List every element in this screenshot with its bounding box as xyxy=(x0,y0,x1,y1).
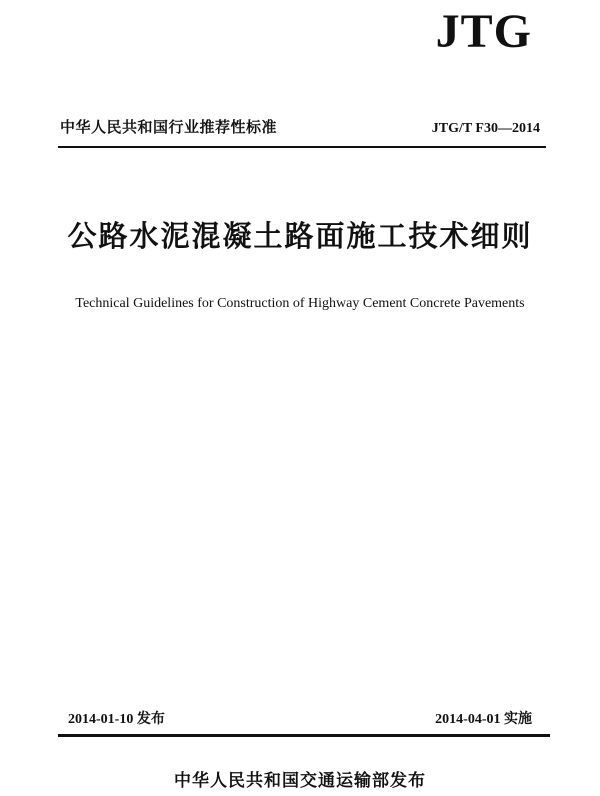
publisher: 中华人民共和国交通运输部发布 xyxy=(174,771,426,791)
dates-row xyxy=(68,708,532,728)
top-divider xyxy=(58,146,546,148)
standard-category: 中华人民共和国行业推荐性标准 xyxy=(60,118,278,136)
standard-code: JTG/T F30—2014 xyxy=(431,121,540,136)
title-english: Technical Guidelines for Construction of Highway Cement Concrete Pavements xyxy=(75,296,525,311)
title-chinese: 公路水泥混凝土路面施工技术细则 xyxy=(67,219,533,253)
issue-date: 2014-01-10 发布 xyxy=(68,712,165,727)
header-row xyxy=(60,116,540,137)
jtg-logo: JTG xyxy=(435,5,532,58)
bottom-divider xyxy=(58,734,550,737)
implementation-date: 2014-04-01 实施 xyxy=(435,712,532,727)
